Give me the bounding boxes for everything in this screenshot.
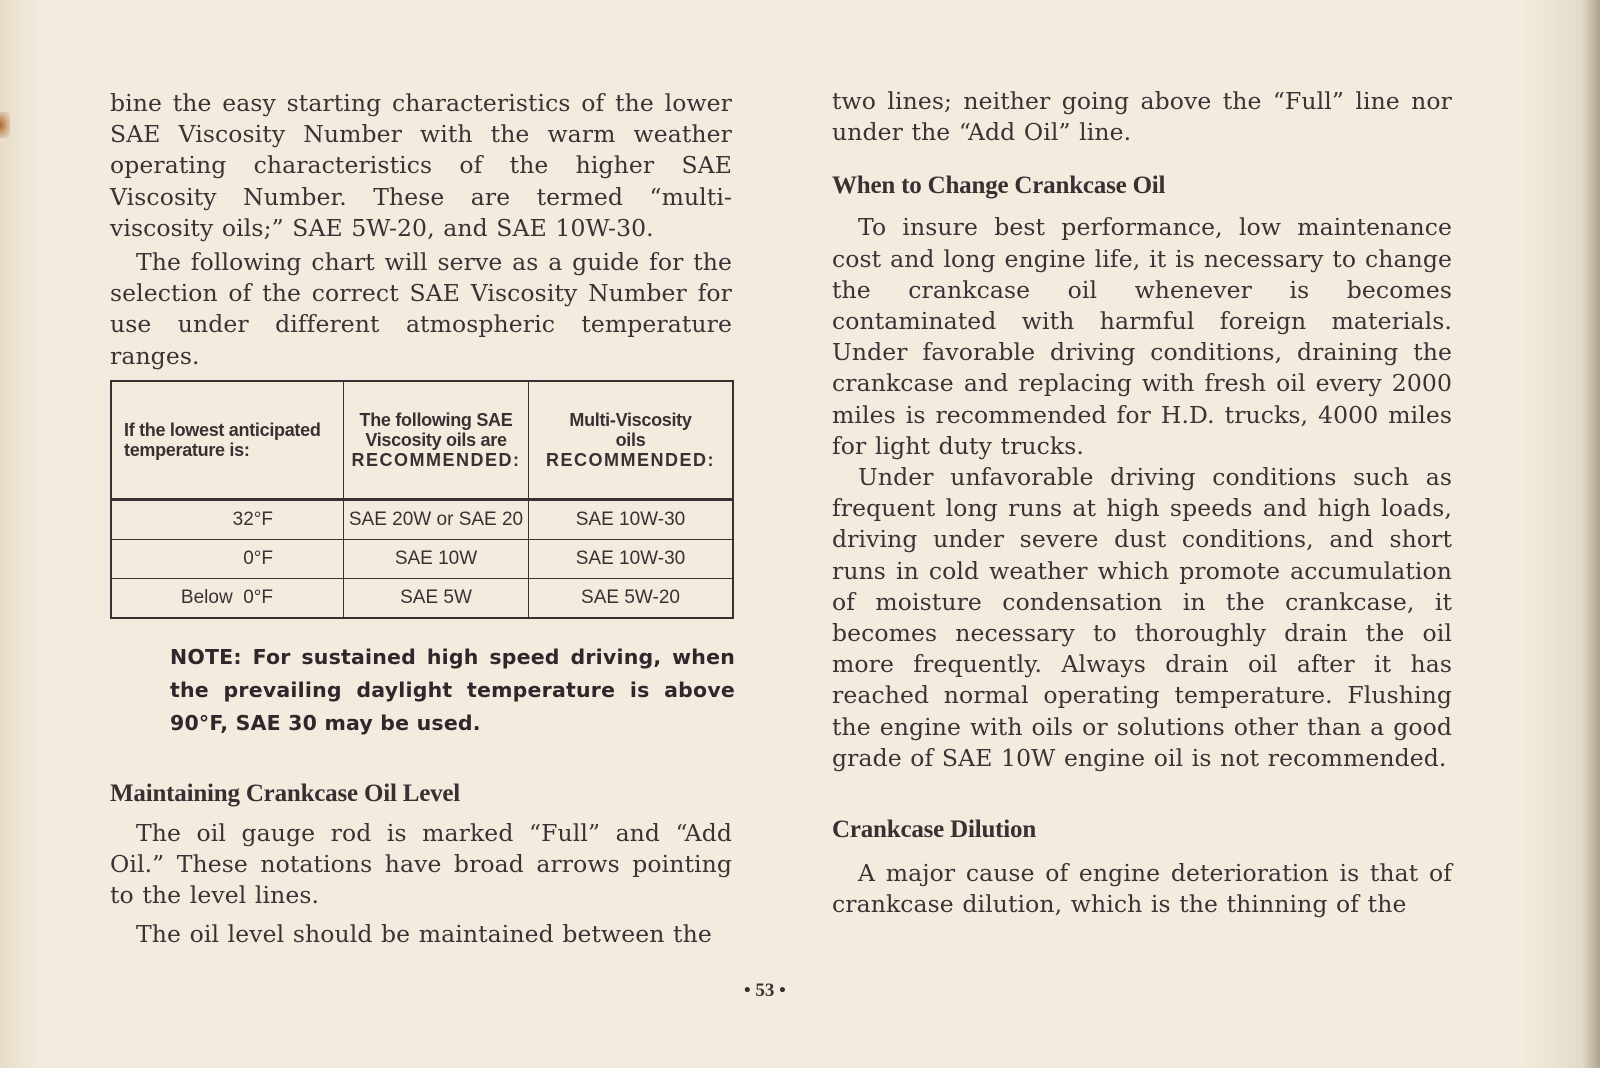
- left-column: [110, 88, 735, 951]
- paragraph-dilution: A major cause of engine deterioration is that of crankcase dilution, which is the thinning of the: [832, 859, 1452, 919]
- cell-sae-oil: SAE 20W or SAE 20: [344, 499, 529, 539]
- viscosity-table: [110, 380, 734, 619]
- cell-sae-oil: SAE 10W: [344, 539, 529, 578]
- cell-temperature: 32°F: [111, 499, 344, 539]
- heading-when-to-change: When to Change Crankcase Oil: [832, 172, 1166, 200]
- paragraph-oil-level: The oil level should be maintained between the: [136, 920, 712, 949]
- paragraph-change-intervals: To insure best performance, low maintenance cost and long engine life, it is necessary to change the crankcase oil whenever is becomes contaminated with harmful foreign materials. Under favorable driving conditions, draining the crankcase and replacing with fresh oil every 2000 miles is recommended for H.D. trucks, 4000 miles for light duty trucks.: [832, 213, 1452, 460]
- paragraph-multi-viscosity: bine the easy starting characteristics of the lower SAE Viscosity Number with the warm weather operating characteristics of the higher SAE Viscosity Number. These are termed “multi-viscosity oils;” SAE 5W-20, and SAE 10W-30.: [110, 89, 732, 242]
- table-row: [111, 578, 733, 618]
- cell-temperature: 0°F: [111, 539, 344, 578]
- paragraph-unfavorable-conditions: Under unfavorable driving conditions such as frequent long runs at high speeds and high loads, driving under severe dust conditions, and short runs in cold weather which promote accumulation of moisture condensation in the crankcase, it becomes necessary to thoroughly drain the oil more frequently. Always drain oil after it has reached normal operating temperature. Flushing the engine with oils or solutions other than a good grade of SAE 10W engine oil is not recommended.: [832, 463, 1452, 772]
- cell-multi-viscosity: SAE 10W-30: [529, 539, 734, 578]
- cell-temperature: Below 0°F: [111, 578, 344, 618]
- header-multi-viscosity: Multi-Viscosity oils RECOMMENDED:: [529, 381, 734, 500]
- heading-maintaining-oil-level: Maintaining Crankcase Oil Level: [110, 779, 461, 807]
- high-speed-note: NOTE: For sustained high speed driving, when the prevailing daylight temperature is above 90°F, SAE 30 may be used.: [170, 644, 735, 735]
- header-temperature: If the lowest anticipated temperature is:: [111, 381, 344, 500]
- cell-multi-viscosity: SAE 5W-20: [529, 578, 734, 618]
- paragraph-gauge-rod: The oil gauge rod is marked “Full” and “Add Oil.” These notations have broad arrows pointing to the level lines.: [110, 818, 732, 910]
- paragraph-level-lines: two lines; neither going above the “Full” line nor under the “Add Oil” line.: [832, 87, 1452, 147]
- heading-crankcase-dilution: Crankcase Dilution: [832, 816, 1037, 844]
- table-row: [111, 499, 733, 539]
- page-stain: [0, 112, 10, 138]
- paragraph-chart-intro: The following chart will serve as a guide for the selection of the correct SAE Viscosity Number for use under different atmospheric temperature ranges.: [110, 248, 732, 370]
- table-row: [111, 539, 733, 578]
- header-sae-oils: The following SAE Viscosity oils are RECOMMENDED:: [344, 381, 529, 500]
- cell-multi-viscosity: SAE 10W-30: [529, 499, 734, 539]
- right-column: [832, 86, 1452, 920]
- page-number: • 53 •: [744, 980, 786, 1001]
- table-header-row: [111, 381, 733, 500]
- cell-sae-oil: SAE 5W: [344, 578, 529, 618]
